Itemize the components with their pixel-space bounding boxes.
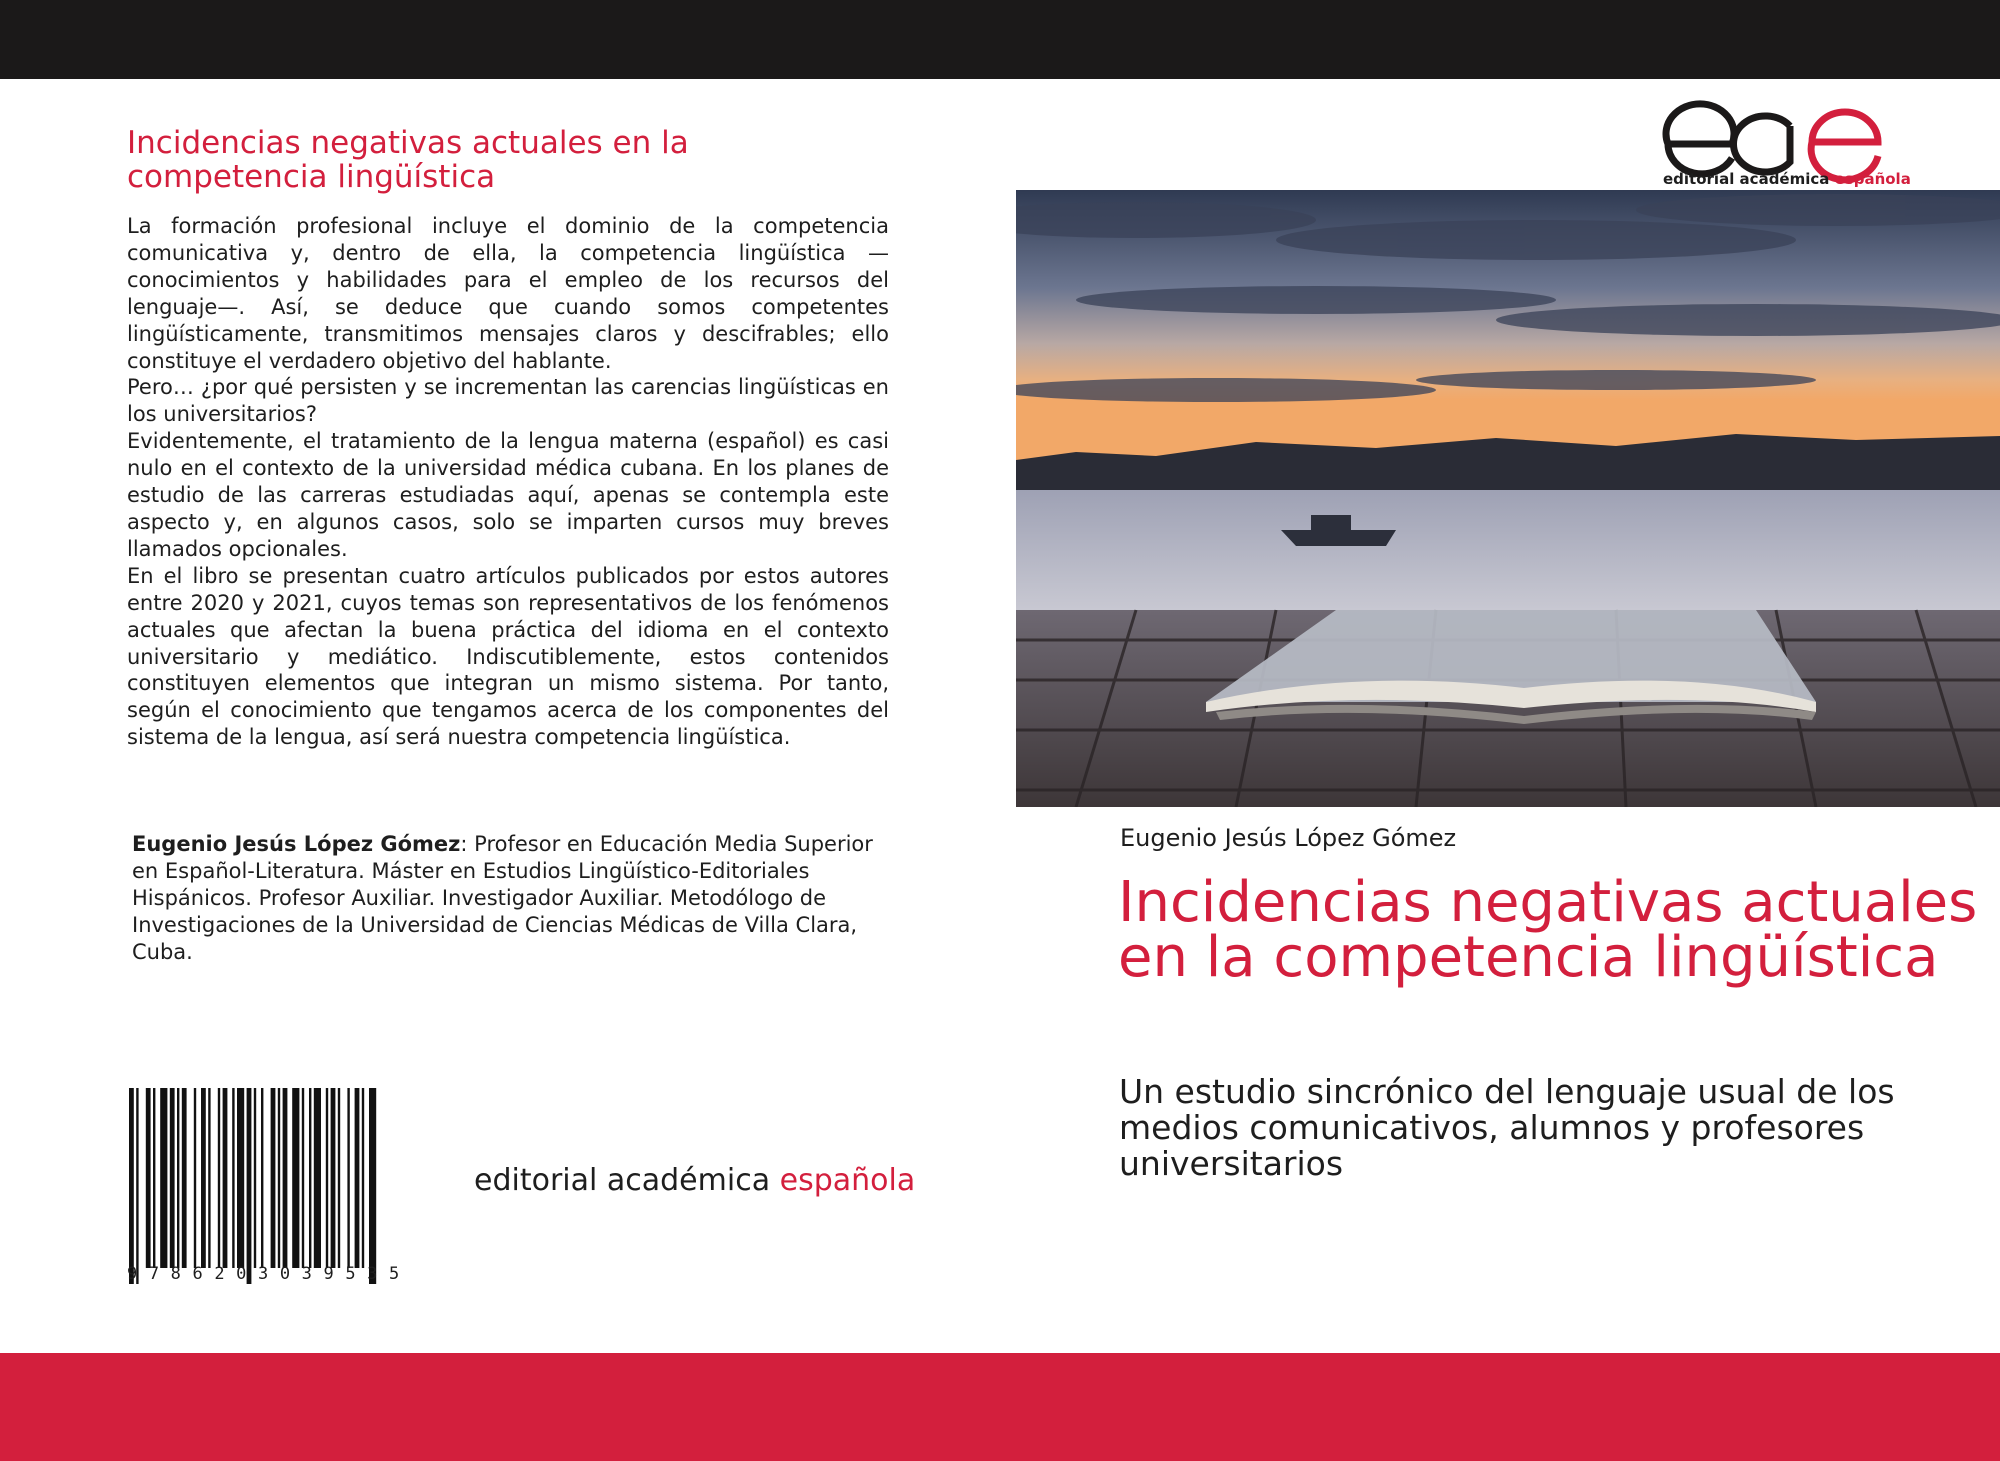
front-cover-author: Eugenio Jesús López Gómez: [1120, 824, 1457, 852]
blurb-paragraph: La formación profesional incluye el dominio de la competencia comunicativa y, dentro de ella, la competencia lingüística —conocimientos y habilidades para el empleo de los recursos del lenguaje—. Así, se deduce que cuando somos competentes lingüísticamente, transmitimos mensajes claros y descifrables; ello constituye el verdadero objetivo del hablante.: [127, 214, 889, 373]
barcode-digits: 9786203039535: [127, 1264, 411, 1284]
back-cover-title: Incidencias negativas actuales en la competencia lingüística: [127, 125, 689, 195]
barcode-bar: [338, 1088, 340, 1268]
barcode-bar: [223, 1088, 228, 1268]
author-bio-text: : Profesor en Educación Media Superior en Español-Literatura. Máster en Estudios Lingüístico-Editoriales Hispánicos. Profesor Auxiliar. Investigador Auxiliar. Metodólogo de Investigaciones de la Universidad de Ciencias Médicas de Villa Clara, Cuba.: [132, 832, 873, 964]
blurb-paragraph: Pero… ¿por qué persisten y se incrementan las carencias lingüísticas en los universitarios?: [127, 375, 889, 427]
front-cover-subtitle: Un estudio sincrónico del lenguaje usual de los medios comunicativos, alumnos y profesores universitarios: [1119, 1072, 1895, 1183]
barcode-bar: [136, 1088, 138, 1284]
barcode-bar: [153, 1088, 155, 1268]
barcode-bar: [182, 1088, 187, 1268]
back-cover-blurb: [127, 213, 889, 751]
bottom-bar: [0, 1353, 2000, 1461]
blurb-paragraph: En el libro se presentan cuatro artículos publicados por estos autores entre 2020 y 2021, cuyos temas son representativos de los fenómenos actuales que afectan la buena práctica del idioma en el contexto universitario y mediático. Indiscutiblemente, estos contenidos constituyen elementos que integran un mismo sistema. Por tanto, según el conocimiento que tengamos acerca de los componentes del sistema de la lengua, así será nuestra competencia lingüística.: [127, 563, 889, 750]
barcode-bar: [201, 1088, 206, 1268]
barcode-bar: [247, 1088, 252, 1284]
cover-photo: [1016, 190, 2000, 807]
barcode-bar: [362, 1088, 364, 1268]
back-imprint: [474, 1163, 915, 1198]
barcode-bar: [237, 1088, 244, 1268]
barcode-bar: [278, 1088, 280, 1268]
isbn-barcode: [127, 1088, 457, 1284]
author-bio-name: Eugenio Jesús López Gómez: [132, 832, 461, 856]
barcode-bar: [283, 1088, 288, 1268]
logo-caption: [1663, 170, 1911, 188]
barcode-bar: [271, 1088, 276, 1268]
barcode-bar: [208, 1088, 210, 1268]
barcode-bar: [355, 1088, 360, 1268]
barcode-bar: [177, 1088, 179, 1268]
barcode-bar: [129, 1088, 134, 1284]
author-bio: [132, 831, 877, 966]
barcode-bar: [218, 1088, 220, 1268]
barcode-bar: [309, 1088, 311, 1268]
back-imprint-accent: española: [779, 1163, 916, 1198]
barcode-bar: [146, 1088, 151, 1268]
barcode-bar: [194, 1088, 196, 1268]
barcode-bar: [302, 1088, 304, 1268]
barcode-bar: [170, 1088, 175, 1268]
barcode-bar: [292, 1088, 299, 1268]
barcode-bar: [369, 1088, 376, 1284]
barcode-bar: [232, 1088, 234, 1268]
blurb-paragraph: Evidentemente, el tratamiento de la lengua materna (español) es casi nulo en el contexto de la universidad médica cubana. En los planes de estudio de las carreras estudiadas aquí, apenas se contempla este aspecto y, en algunos casos, solo se imparten cursos muy breves llamados opcionales.: [127, 429, 889, 561]
barcode-bar: [326, 1088, 328, 1268]
barcode-bar: [331, 1088, 336, 1268]
barcode-bar: [254, 1088, 256, 1268]
barcode-bar: [160, 1088, 167, 1268]
front-cover-title: Incidencias negativas actuales en la competencia lingüística: [1118, 870, 1978, 990]
barcode-bar: [314, 1088, 321, 1268]
top-bar: [0, 0, 2000, 79]
logo-caption-accent: española: [1834, 170, 1911, 188]
barcode-bar: [261, 1088, 263, 1268]
barcode-bar: [347, 1088, 349, 1268]
logo-caption-main: editorial académica: [1663, 170, 1835, 188]
back-imprint-main: editorial académica: [474, 1163, 780, 1198]
